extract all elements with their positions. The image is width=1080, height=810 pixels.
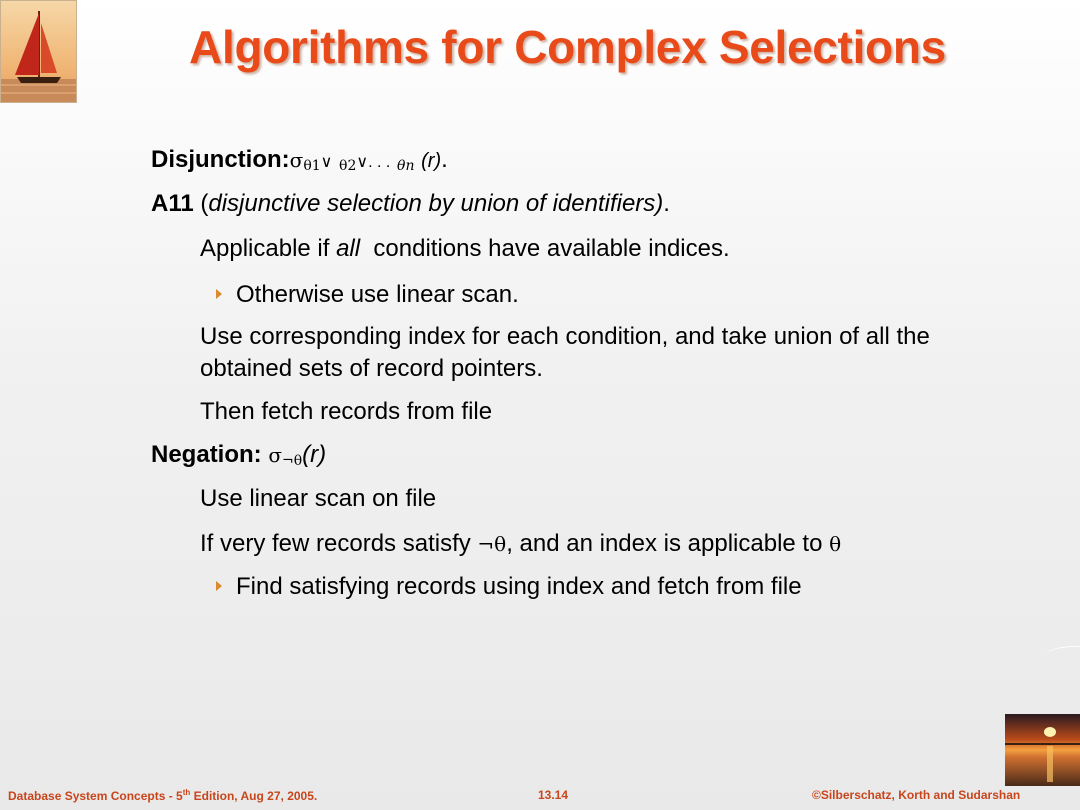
thetan-subscript: θn	[397, 158, 415, 174]
find-records-text: Find satisfying records using index and fetch from file	[236, 573, 802, 600]
find-records-line	[216, 573, 802, 601]
period: .	[441, 146, 448, 173]
relation-arg: (r)	[421, 150, 442, 172]
footer-copyright: ©Silberschatz, Korth and Sudarshan	[812, 788, 1021, 802]
or-symbol: ∨	[320, 152, 333, 171]
a11-description: disjunctive selection by union of identifiers)	[208, 190, 664, 217]
triangle-bullet-icon	[216, 581, 222, 591]
footer-page-number: 13.14	[538, 788, 569, 802]
linear-scan-line: Use linear scan on file	[200, 485, 437, 512]
theta1-subscript: θ1	[303, 158, 321, 174]
applicable-post: conditions have available indices.	[360, 235, 730, 262]
use-index-line-1: Use corresponding index for each condition, and take union of all the	[200, 323, 930, 350]
footer-book-info	[8, 788, 317, 803]
few-records-line	[200, 530, 841, 558]
sunset-image-icon	[1005, 714, 1080, 786]
or-symbol-2: ∨	[356, 152, 369, 171]
applicable-pre: Applicable if	[200, 235, 337, 262]
a11-paren: (	[193, 190, 209, 217]
applicable-line	[200, 235, 730, 263]
relation-arg-neg: (r)	[302, 441, 327, 468]
disjunction-line	[151, 146, 448, 174]
then-fetch-line: Then fetch records from file	[200, 398, 493, 425]
not-theta-subscript: ¬θ	[282, 453, 303, 469]
negation-line	[151, 441, 326, 469]
use-index-line-2: obtained sets of record pointers.	[200, 355, 543, 382]
few-records-pre: If very few records satisfy	[200, 530, 478, 557]
triangle-bullet-icon	[216, 289, 222, 299]
disjunction-label: Disjunction:	[151, 146, 290, 173]
sigma-symbol: σ	[289, 148, 304, 172]
ellipsis: . . .	[368, 154, 391, 171]
a11-label: A11	[151, 190, 194, 217]
theta-symbol: θ	[829, 532, 842, 556]
slide-title: Algorithms for Complex Selections	[189, 21, 946, 73]
few-records-mid: , and an index is applicable to	[506, 530, 830, 557]
a11-period: .	[663, 190, 670, 217]
otherwise-line	[216, 281, 519, 309]
not-theta-symbol: ¬θ	[477, 532, 507, 556]
otherwise-text: Otherwise use linear scan.	[236, 281, 519, 308]
negation-label: Negation:	[151, 441, 262, 468]
a11-line	[151, 190, 670, 218]
sigma-symbol-neg: σ	[268, 443, 282, 467]
footer-edition-suffix: th	[182, 788, 191, 797]
theta2-subscript: θ2	[339, 158, 357, 174]
applicable-emphasis: all	[336, 235, 361, 262]
footer-book-title: Database System Concepts - 5	[8, 789, 183, 803]
footer-edition-date: Edition, Aug 27, 2005.	[190, 789, 318, 803]
decorative-arc	[1045, 646, 1080, 667]
